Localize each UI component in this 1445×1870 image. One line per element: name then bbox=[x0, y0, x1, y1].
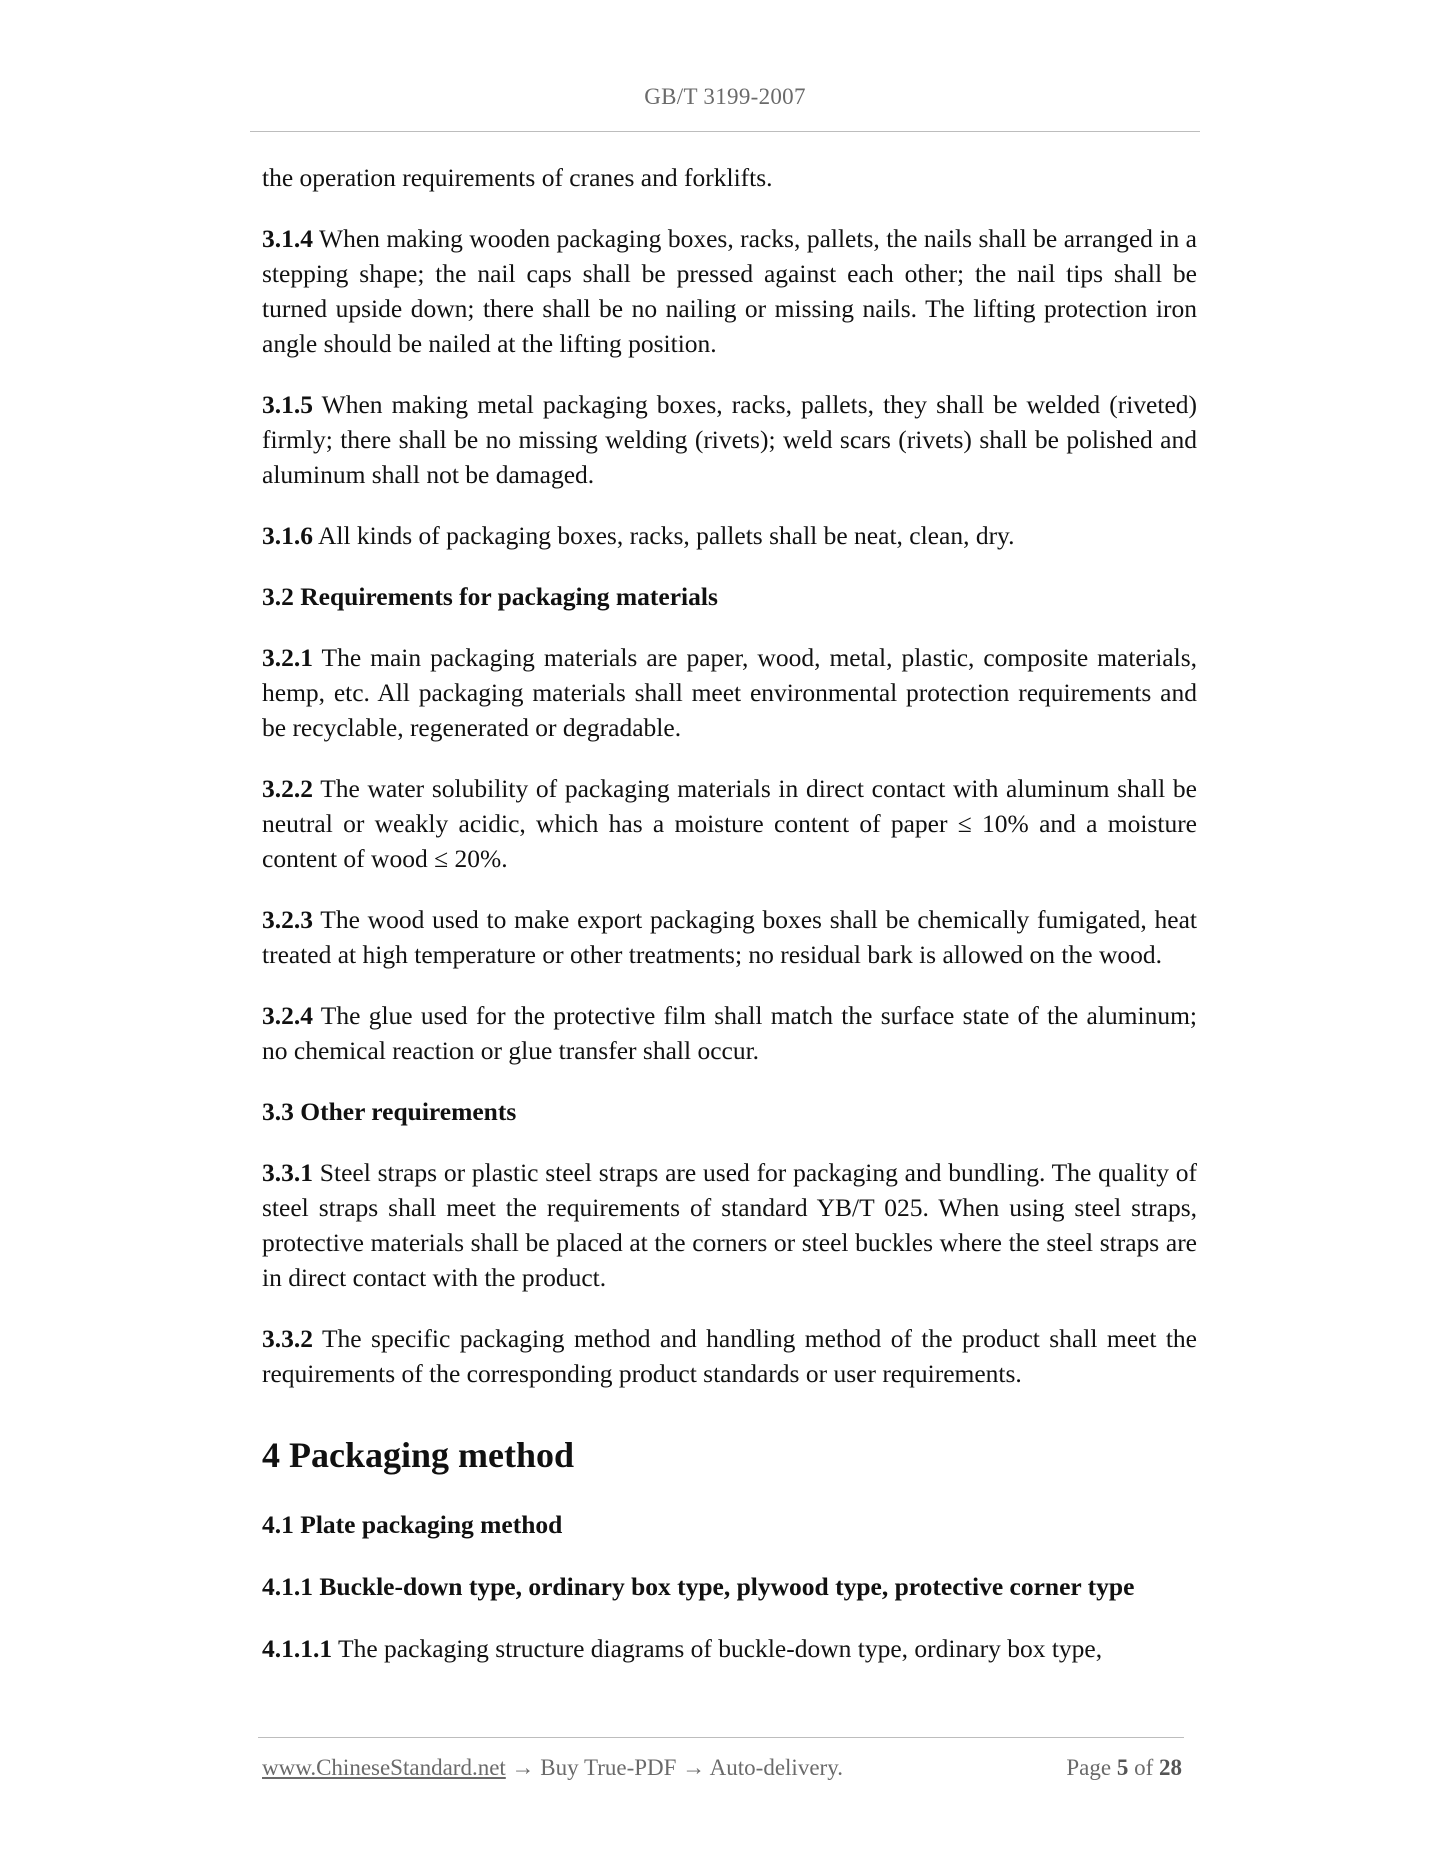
clause-text: When making metal packaging boxes, racks, pallets, they shall be welded (riveted) firmly; there shall be no missing welding (rivets); weld scars (rivets) shall be polished and aluminum shall not be damaged. bbox=[262, 390, 1197, 489]
clause-number: 3.1.6 bbox=[262, 521, 313, 550]
clause-text: The packaging structure diagrams of buckle-down type, ordinary box type, bbox=[332, 1634, 1103, 1663]
website-link[interactable]: www.ChineseStandard.net bbox=[262, 1755, 506, 1780]
clause-3-1-5 bbox=[262, 387, 1197, 492]
clause-number: 3.1.4 bbox=[262, 224, 313, 253]
clause-text: The wood used to make export packaging boxes shall be chemically fumigated, heat treated at high temperature or other treatments; no residual bark is allowed on the wood. bbox=[262, 905, 1197, 969]
clause-text: The glue used for the protective film shall match the surface state of the aluminum; no chemical reaction or glue transfer shall occur. bbox=[262, 1001, 1197, 1065]
page-label: Page bbox=[1066, 1755, 1112, 1780]
clause-number: 4.1.1.1 bbox=[262, 1634, 333, 1663]
buy-pdf-text: Buy True-PDF bbox=[540, 1755, 677, 1780]
clause-text: Steel straps or plastic steel straps are used for packaging and bundling. The quality of steel straps shall meet the requirements of standard YB/T 025. When using steel straps, protective materials shall be placed at the corners or steel buckles where the steel straps are in direct contact with the product. bbox=[262, 1158, 1197, 1292]
arrow-icon: → bbox=[676, 1755, 710, 1780]
clause-text: The water solubility of packaging materials in direct contact with aluminum shall be neutral or weakly acidic, which has a moisture content of paper ≤ 10% and a moisture content of wood ≤ 20%. bbox=[262, 774, 1197, 873]
clause-text: The main packaging materials are paper, wood, metal, plastic, composite materials, hemp, etc. All packaging materials shall meet environmental protection requirements and be recyclable, regenerated or degradable. bbox=[262, 643, 1197, 742]
heading-4-1: 4.1 Plate packaging method bbox=[262, 1510, 563, 1539]
heading-3-2: 3.2 Requirements for packaging materials bbox=[262, 582, 718, 611]
clause-3-1-6 bbox=[262, 518, 1197, 553]
total-page-count: 28 bbox=[1159, 1755, 1182, 1780]
heading-section-4: 4 Packaging method bbox=[262, 1435, 575, 1475]
clause-number: 3.2.4 bbox=[262, 1001, 313, 1030]
clause-text: When making wooden packaging boxes, racks, pallets, the nails shall be arranged in a stepping shape; the nail caps shall be pressed against each other; the nail tips shall be turned upside down; there shall be no nailing or missing nails. The lifting protection iron angle should be nailed at the lifting position. bbox=[262, 224, 1197, 358]
clause-3-3-1 bbox=[262, 1155, 1197, 1295]
clause-number: 3.3.2 bbox=[262, 1324, 313, 1353]
clause-3-2-2 bbox=[262, 771, 1197, 876]
clause-3-2-3 bbox=[262, 902, 1197, 972]
page-counter bbox=[1066, 1755, 1182, 1781]
of-label: of bbox=[1134, 1755, 1154, 1780]
header-divider bbox=[250, 131, 1200, 132]
clause-number: 3.3.1 bbox=[262, 1158, 313, 1187]
clause-number: 3.2.3 bbox=[262, 905, 313, 934]
clause-3-2-1 bbox=[262, 640, 1197, 745]
clause-text: All kinds of packaging boxes, racks, pallets shall be neat, clean, dry. bbox=[313, 521, 1015, 550]
document-id-header: GB/T 3199-2007 bbox=[644, 84, 806, 109]
current-page-number: 5 bbox=[1116, 1755, 1129, 1780]
footer-divider bbox=[258, 1737, 1184, 1738]
clause-3-3-2 bbox=[262, 1321, 1197, 1391]
heading-3-3: 3.3 Other requirements bbox=[262, 1097, 517, 1126]
arrow-icon: → bbox=[505, 1755, 541, 1780]
clause-number: 3.1.5 bbox=[262, 390, 313, 419]
clause-4-1-1-1 bbox=[262, 1631, 1197, 1666]
intro-paragraph: the operation requirements of cranes and forklifts. bbox=[262, 163, 773, 192]
heading-4-1-1: 4.1.1 Buckle-down type, ordinary box type, plywood type, protective corner type bbox=[262, 1572, 1135, 1601]
clause-text: The specific packaging method and handling method of the product shall meet the requirements of the corresponding product standards or user requirements. bbox=[262, 1324, 1197, 1388]
clause-3-2-4 bbox=[262, 998, 1197, 1068]
page-footer bbox=[262, 1755, 1182, 1781]
clause-number: 3.2.2 bbox=[262, 774, 313, 803]
clause-3-1-4 bbox=[262, 221, 1197, 361]
clause-number: 3.2.1 bbox=[262, 643, 313, 672]
document-body bbox=[262, 160, 1197, 1692]
auto-delivery-text: Auto-delivery. bbox=[709, 1755, 843, 1780]
